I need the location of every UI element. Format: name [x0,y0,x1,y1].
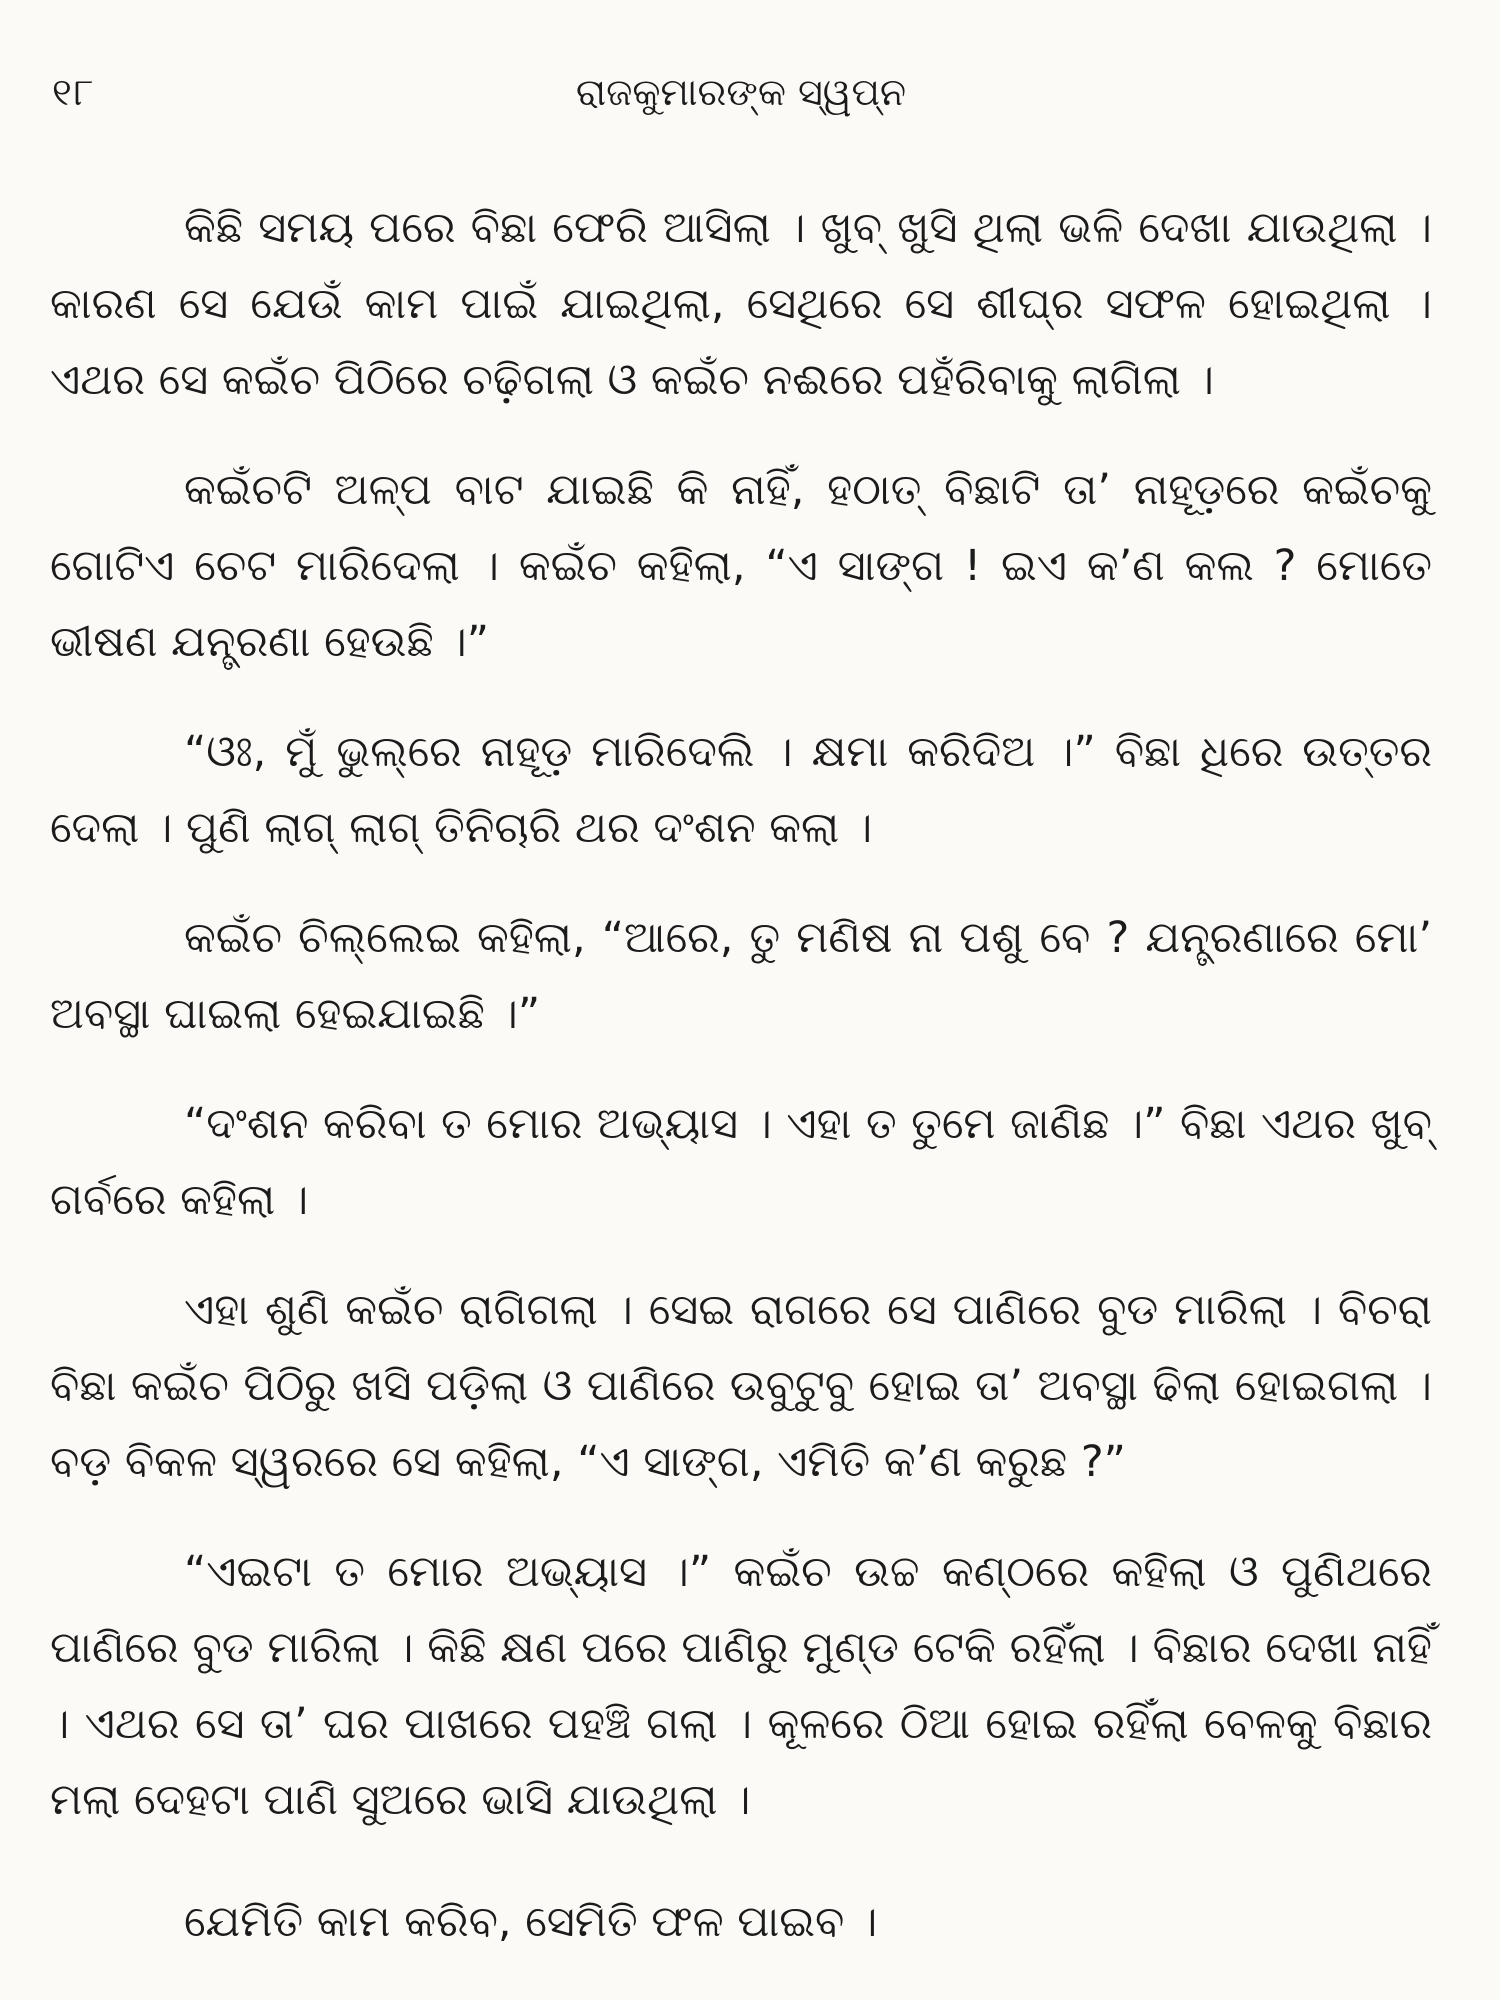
moral-line: ଯେମିତି କାମ କରିବ, ସେମିତି ଫଳ ପାଇବ । [184,1897,878,1947]
paragraph: “ଏଇଟା ତ ମୋର ଅଭ୍ୟାସ ।” କଇଁଚ ଉଚ୍ଚ କଣ୍ଠରେ କହିଲା ଓ ପୁଣିଥରେ ପାଣିରେ ବୁଡ ମାରିଲା । କିଛି କ୍ଷଣ ପରେ ପାଣିରୁ ମୁଣ୍ଡ ଟେକି ରହିଁଲା । ବିଛାର ଦେଖା ନାହିଁ । ଏଥର ସେ ତା’ ଘର ପାଖରେ ପହଞ୍ଚି ଗଲା । କୂଳରେ ଠିଆ ହୋଇ ରହିଁଲା ବେଳକୁ ବିଛାର ମଲା ଦେହଟା ପାଣି ସୁଅରେ ଭାସି ଯାଉଥିଲା । [50,1547,1432,1825]
running-head [50,70,1432,130]
paragraph: କିଛି ସମୟ ପରେ ବିଛା ଫେରି ଆସିଲା । ଖୁବ୍ ଖୁସି ଥିଲା ଭଳି ଦେଖା ଯାଉଥିଲା । କାରଣ ସେ ଯେଉଁ କାମ ପାଇଁ ଯାଇଥିଲା, ସେଥିରେ ସେ ଶୀଘ୍ର ସଫଳ ହୋଇଥିଲା । ଏଥର ସେ କଇଁଚ ପିଠିରେ ଚଢ଼ିଗଲା ଓ କଇଁଚ ନଈରେ ପହଁରିବାକୁ ଲାଗିଲା । [50,203,1432,405]
paragraph: ଏହା ଶୁଣି କଇଁଚ ରାଗିଗଲା । ସେଇ ରାଗରେ ସେ ପାଣିରେ ବୁଡ ମାରିଲା । ବିଚରା ବିଛା କଇଁଚ ପିଠିରୁ ଖସି ପଡ଼ିଲା ଓ ପାଣିରେ ଉବୁଟୁବୁ ହୋଇ ତା’ ଅବସ୍ଥା ଢିଲା ହୋଇଗଲା । ବଡ଼ ବିକଳ ସ୍ୱରରେ ସେ କହିଲା, “ଏ ସାଙ୍ଗ, ଏମିତି କ’ଣ କରୁଛ ?” [50,1285,1432,1487]
paragraph: “ଦଂଶନ କରିବା ତ ମୋର ଅଭ୍ୟାସ । ଏହା ତ ତୁମେ ଜାଣିଛ ।” ବିଛା ଏଥର ଖୁବ୍ ଗର୍ବରେ କହିଲା । [50,1099,1432,1225]
paragraph: କଇଁଚଟି ଅଳ୍ପ ବାଟ ଯାଇଛି କି ନାହିଁ, ହଠାତ୍ ବିଛାଟି ତା’ ନାହୂଡ଼ରେ କଇଁଚକୁ ଗୋଟିଏ ଚେଟ ମାରିଦେଲା । କଇଁଚ କହିଲା, “ଏ ସାଙ୍ଗ ! ଇଏ କ’ଣ କଲ ? ମୋତେ ଭୀଷଣ ଯନ୍ତ୍ରଣା ହେଉଛି ।” [50,465,1432,667]
paragraph: “ଓଃ, ମୁଁ ଭୁଲ୍‌ରେ ନାହୂଡ଼ ମାରିଦେଲି । କ୍ଷମା କରିଦିଅ ।” ବିଛା ଧିରେ ଉତ୍ତର ଦେଲା । ପୁଣି ଲାଗ୍ ଲାଗ୍ ତିନିଚାରି ଥର ଦଂଶନ କଲା । [50,727,1432,853]
book-title: ରାଜକୁମାରଙ୍କ ସ୍ୱପ୍ନ [575,70,907,114]
page-number: ୧୮ [52,70,96,114]
paragraph: କଇଁଚ ଚିଲ୍ଲେଇ କହିଲା, “ଆରେ, ତୁ ମଣିଷ ନା ପଶୁ ବେ ? ଯନ୍ତ୍ରଣାରେ ମୋ’ ଅବସ୍ଥା ଘାଇଲା ହେଇଯାଇଛି ।” [50,913,1432,1039]
story-text [50,190,1432,1960]
